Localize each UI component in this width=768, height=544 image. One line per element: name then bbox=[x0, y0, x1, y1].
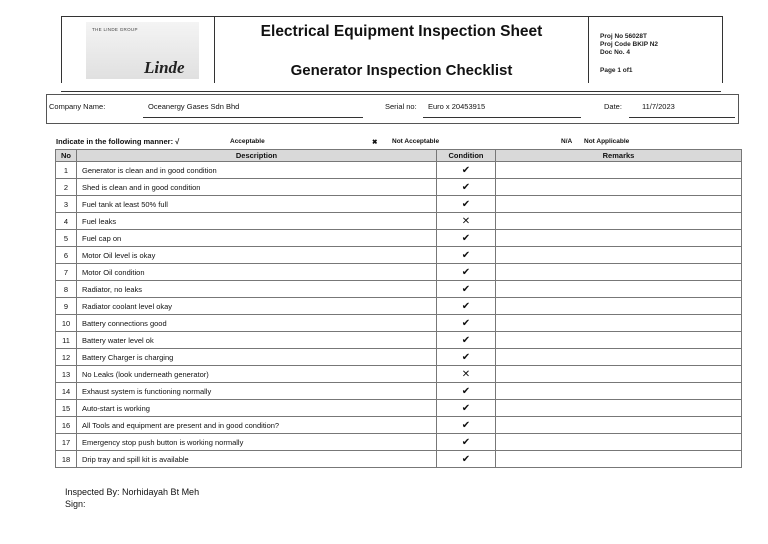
table-body bbox=[56, 162, 742, 468]
checkmark-icon: ✔ bbox=[437, 281, 496, 298]
header-divider bbox=[61, 91, 721, 92]
row-remarks bbox=[496, 247, 742, 264]
row-description: Exhaust system is functioning normally bbox=[77, 383, 437, 400]
row-number: 16 bbox=[56, 417, 77, 434]
legend-cross-icon: ✖ bbox=[372, 139, 378, 146]
legend-not-applicable: Not Applicable bbox=[584, 138, 630, 145]
table-row bbox=[56, 400, 742, 417]
header-remarks: Remarks bbox=[496, 150, 742, 162]
company-info-box bbox=[46, 94, 739, 124]
checkmark-icon: ✔ bbox=[437, 349, 496, 366]
table-row bbox=[56, 213, 742, 230]
cross-icon: ✕ bbox=[437, 366, 496, 383]
row-description: Motor Oil condition bbox=[77, 264, 437, 281]
row-description: No Leaks (look underneath generator) bbox=[77, 366, 437, 383]
row-remarks bbox=[496, 315, 742, 332]
row-description: Auto-start is working bbox=[77, 400, 437, 417]
table-row bbox=[56, 230, 742, 247]
checkmark-icon: ✔ bbox=[437, 162, 496, 179]
row-number: 7 bbox=[56, 264, 77, 281]
document-header bbox=[61, 16, 723, 83]
inspection-checklist-table bbox=[55, 149, 742, 468]
document-meta bbox=[589, 17, 722, 83]
checkmark-icon: ✔ bbox=[437, 400, 496, 417]
header-condition: Condition bbox=[437, 150, 496, 162]
row-number: 6 bbox=[56, 247, 77, 264]
row-remarks bbox=[496, 264, 742, 281]
document-subtitle: Generator Inspection Checklist bbox=[290, 62, 513, 79]
row-remarks bbox=[496, 366, 742, 383]
logo-group-text: THE LINDE GROUP bbox=[92, 27, 138, 32]
table-row bbox=[56, 366, 742, 383]
row-number: 10 bbox=[56, 315, 77, 332]
row-description: Battery water level ok bbox=[77, 332, 437, 349]
header-no: No bbox=[56, 150, 77, 162]
checkmark-icon: ✔ bbox=[437, 264, 496, 281]
checkmark-icon: ✔ bbox=[437, 247, 496, 264]
title-cell bbox=[215, 17, 589, 83]
row-number: 2 bbox=[56, 179, 77, 196]
footer bbox=[65, 486, 199, 510]
company-label: Company Name: bbox=[49, 102, 106, 111]
table-row bbox=[56, 196, 742, 213]
table-header-row bbox=[56, 150, 742, 162]
row-description: Radiator, no leaks bbox=[77, 281, 437, 298]
row-description: Motor Oil level is okay bbox=[77, 247, 437, 264]
row-description: Generator is clean and in good condition bbox=[77, 162, 437, 179]
row-description: Fuel leaks bbox=[77, 213, 437, 230]
row-description: All Tools and equipment are present and in good condition? bbox=[77, 417, 437, 434]
checkmark-icon: ✔ bbox=[437, 434, 496, 451]
date-underline bbox=[629, 117, 735, 118]
checkmark-icon: ✔ bbox=[437, 315, 496, 332]
row-remarks bbox=[496, 434, 742, 451]
row-description: Battery Charger is charging bbox=[77, 349, 437, 366]
document-title: Electrical Equipment Inspection Sheet bbox=[260, 23, 543, 40]
company-underline bbox=[143, 117, 363, 118]
row-description: Emergency stop push button is working normally bbox=[77, 434, 437, 451]
row-remarks bbox=[496, 383, 742, 400]
row-description: Drip tray and spill kit is available bbox=[77, 451, 437, 468]
table-row bbox=[56, 417, 742, 434]
row-remarks bbox=[496, 230, 742, 247]
row-number: 11 bbox=[56, 332, 77, 349]
checkmark-icon: ✔ bbox=[437, 332, 496, 349]
project-code: Proj Code BKIP N2 bbox=[600, 41, 659, 48]
row-number: 1 bbox=[56, 162, 77, 179]
row-description: Fuel cap on bbox=[77, 230, 437, 247]
checkmark-icon: ✔ bbox=[437, 298, 496, 315]
row-remarks bbox=[496, 400, 742, 417]
checkmark-icon: ✔ bbox=[437, 451, 496, 468]
serial-label: Serial no: bbox=[385, 102, 417, 111]
company-value: Oceanergy Gases Sdn Bhd bbox=[148, 102, 240, 111]
inspected-by: Inspected By: Norhidayah Bt Meh bbox=[65, 487, 200, 497]
legend-acceptable: Acceptable bbox=[230, 138, 265, 145]
checkmark-icon: ✔ bbox=[437, 230, 496, 247]
table-row bbox=[56, 349, 742, 366]
sign-label: Sign: bbox=[65, 499, 86, 509]
row-description: Fuel tank at least 50% full bbox=[77, 196, 437, 213]
row-number: 17 bbox=[56, 434, 77, 451]
table-row bbox=[56, 247, 742, 264]
page-number: Page 1 of1 bbox=[600, 67, 633, 74]
checkmark-icon: ✔ bbox=[437, 196, 496, 213]
logo-cell bbox=[62, 17, 215, 83]
table-row bbox=[56, 332, 742, 349]
row-number: 5 bbox=[56, 230, 77, 247]
serial-underline bbox=[423, 117, 581, 118]
checkmark-icon: ✔ bbox=[437, 383, 496, 400]
checkmark-icon: ✔ bbox=[437, 179, 496, 196]
row-number: 15 bbox=[56, 400, 77, 417]
legend-na-symbol: N/A bbox=[561, 138, 573, 145]
row-remarks bbox=[496, 179, 742, 196]
row-number: 4 bbox=[56, 213, 77, 230]
row-remarks bbox=[496, 196, 742, 213]
table-row bbox=[56, 162, 742, 179]
row-number: 12 bbox=[56, 349, 77, 366]
date-value: 11/7/2023 bbox=[642, 102, 675, 111]
table-row bbox=[56, 264, 742, 281]
row-number: 13 bbox=[56, 366, 77, 383]
table-row bbox=[56, 281, 742, 298]
serial-value: Euro x 20453915 bbox=[428, 102, 486, 111]
row-remarks bbox=[496, 332, 742, 349]
doc-number: Doc No. 4 bbox=[600, 49, 630, 56]
table-row bbox=[56, 315, 742, 332]
row-description: Radiator coolant level okay bbox=[77, 298, 437, 315]
row-number: 9 bbox=[56, 298, 77, 315]
table-row bbox=[56, 434, 742, 451]
row-description: Shed is clean and in good condition bbox=[77, 179, 437, 196]
cross-icon: ✕ bbox=[437, 213, 496, 230]
checkmark-icon: ✔ bbox=[437, 417, 496, 434]
row-number: 3 bbox=[56, 196, 77, 213]
row-remarks bbox=[496, 281, 742, 298]
table-row bbox=[56, 451, 742, 468]
table-row bbox=[56, 298, 742, 315]
row-number: 8 bbox=[56, 281, 77, 298]
row-number: 18 bbox=[56, 451, 77, 468]
linde-logo bbox=[86, 22, 199, 79]
row-remarks bbox=[496, 451, 742, 468]
logo-brand-text: Linde bbox=[144, 58, 185, 77]
row-remarks bbox=[496, 417, 742, 434]
row-remarks bbox=[496, 213, 742, 230]
row-remarks bbox=[496, 162, 742, 179]
row-description: Battery connections good bbox=[77, 315, 437, 332]
table-row bbox=[56, 179, 742, 196]
header-description: Description bbox=[77, 150, 437, 162]
legend bbox=[56, 138, 746, 148]
table-row bbox=[56, 383, 742, 400]
legend-intro: Indicate in the following manner: √ bbox=[56, 137, 180, 146]
row-remarks bbox=[496, 349, 742, 366]
row-remarks bbox=[496, 298, 742, 315]
project-number: Proj No 56028T bbox=[600, 33, 647, 40]
legend-not-acceptable: Not Acceptable bbox=[392, 138, 440, 145]
row-number: 14 bbox=[56, 383, 77, 400]
date-label: Date: bbox=[604, 102, 622, 111]
